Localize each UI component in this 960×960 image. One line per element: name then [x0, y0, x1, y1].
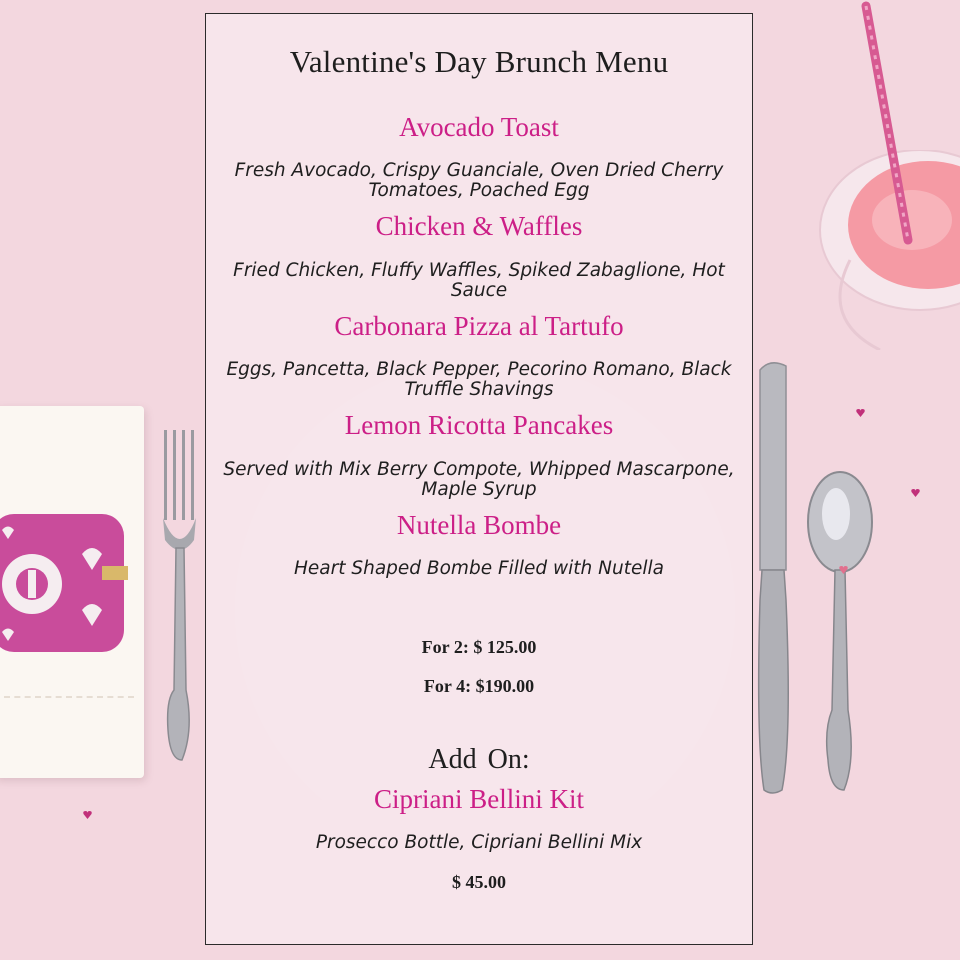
heart-confetti-icon — [855, 408, 866, 418]
straw-icon — [860, 0, 920, 250]
knife-icon — [752, 360, 797, 800]
add-on-heading: Add On: — [428, 744, 530, 775]
dish-description: Heart Shaped Bombe Filled with Nutella — [294, 558, 664, 579]
spoon-icon — [802, 470, 882, 800]
add-on-price: $ 45.00 — [452, 872, 506, 892]
dish-description: Served with Mix Berry Compote, Whipped Mascarpone, Maple Syrup — [223, 459, 735, 500]
add-on-description: Prosecco Bottle, Cipriani Bellini Mix — [315, 832, 643, 853]
menu-title: Valentine's Day Brunch Menu — [289, 44, 669, 79]
heart-confetti-icon — [910, 488, 921, 498]
price-for-two: For 2: $ 125.00 — [421, 637, 537, 657]
dish-description: Fried Chicken, Fluffy Waffles, Spiked Zabaglione, Hot Sauce — [233, 260, 725, 301]
dish-name: Chicken & Waffles — [375, 211, 583, 241]
heart-confetti-icon — [82, 810, 93, 820]
add-on-name: Cipriani Bellini Kit — [374, 784, 584, 814]
heart-confetti-icon — [838, 565, 849, 575]
dish-name: Avocado Toast — [399, 112, 559, 142]
price-for-four: For 4: $190.00 — [423, 676, 535, 696]
dish-description: Fresh Avocado, Crispy Guanciale, Oven Dried Cherry Tomatoes, Poached Egg — [234, 160, 724, 201]
dish-description: Eggs, Pancetta, Black Pepper, Pecorino Romano, Black Truffle Shavings — [226, 359, 732, 400]
fork-icon — [160, 430, 210, 770]
heart-cutout-napkin-ring-icon — [0, 514, 130, 652]
dish-name: Lemon Ricotta Pancakes — [344, 410, 614, 440]
dish-name: Nutella Bombe — [396, 510, 562, 540]
dish-name: Carbonara Pizza al Tartufo — [334, 311, 624, 341]
menu-card — [205, 13, 753, 945]
